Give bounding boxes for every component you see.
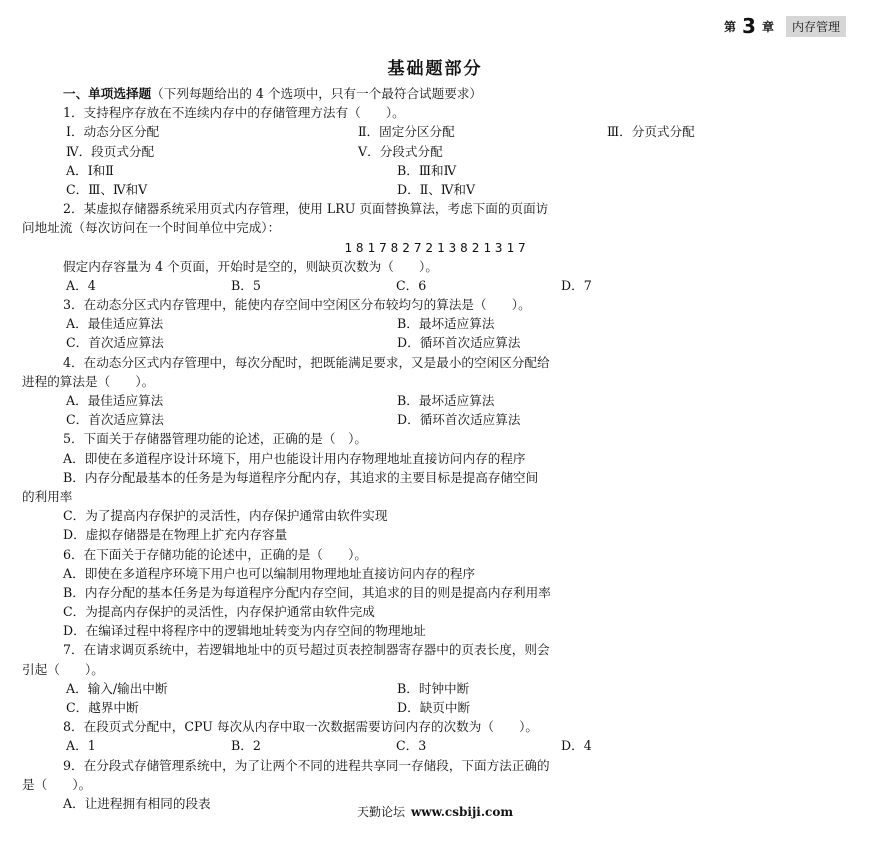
q1-options-row2	[22, 180, 852, 199]
q1-item: Ⅰ．动态分区分配	[66, 124, 160, 140]
q1-items-row2	[22, 142, 852, 161]
page-title: 基础题部分	[387, 59, 483, 79]
q2-options	[22, 276, 852, 295]
q4-option-d: D．循环首次适应算法	[397, 412, 521, 428]
chapter-header	[724, 14, 846, 38]
q5-option-b-1: B．内存分配最基本的任务是为每道程序分配内存，其追求的主要目标是提高存储空间	[63, 469, 539, 485]
q7-stem-2: 引起（ ）。	[22, 661, 104, 677]
q6-option-a: A．即使在多道程序环境下用户也可以编制用物理地址直接访问内存的程序	[63, 565, 476, 581]
q6-stem: 6．在下面关于存储功能的论述中，正确的是（ ）。	[63, 546, 367, 562]
chapter-prefix: 第	[724, 19, 737, 34]
q1-item: Ⅱ．固定分区分配	[358, 124, 455, 140]
q1-item: Ⅳ．段页式分配	[66, 143, 155, 159]
section-label: 一、单项选择题	[63, 86, 152, 101]
q7-options-row1	[22, 679, 852, 698]
q2-page-sequence: 1817827213821317	[344, 239, 530, 255]
q1-option-c: C．Ⅲ、Ⅳ和Ⅴ	[66, 181, 148, 197]
q3-option-c: C．首次适应算法	[66, 335, 164, 351]
q7-option-d: D．缺页中断	[397, 700, 471, 715]
q8-option-d: D．4	[561, 738, 592, 754]
section-instruction: （下列每题给出的 4 个选项中，只有一个最符合试题要求）	[151, 86, 483, 101]
q3-options-row2	[22, 333, 852, 352]
q4-options-row2	[22, 410, 852, 429]
q2-option-c: C．6	[396, 277, 427, 293]
q7-option-a: A．输入/输出中断	[66, 680, 168, 696]
q9-option-a: A．让进程拥有相同的段表	[63, 795, 211, 811]
q1-item: Ⅴ．分段式分配	[358, 143, 443, 159]
page-footer	[0, 803, 870, 820]
q7-option-c: C．越界中断	[66, 700, 139, 715]
q4-option-a: A．最佳适应算法	[66, 393, 164, 408]
q1-option-a: A．Ⅰ和Ⅱ	[66, 162, 114, 178]
q5-stem: 5．下面关于存储器管理功能的论述，正确的是（ ）。	[63, 431, 367, 447]
q3-options-row1	[22, 314, 852, 333]
q3-stem: 3．在动态分区式内存管理中，能使内存空间中空闲区分布较均匀的算法是（ ）。	[63, 297, 531, 313]
q6-option-d: D．在编译过程中将程序中的逻辑地址转变为内存空间的物理地址	[63, 623, 426, 639]
q4-stem-2: 进程的算法是（ ）。	[22, 373, 155, 389]
q2-stem-2: 问地址流（每次访问在一个时间单位中完成）：	[22, 220, 281, 236]
q6-option-b: B．内存分配的基本任务是为每道程序分配内存空间，其追求的目的则是提高内存利用率	[63, 584, 551, 600]
q2-stem-3: 假定内存容量为 4 个页面，开始时是空的，则缺页次数为（ ）。	[63, 258, 438, 274]
q5-option-a: A．即使在多道程序设计环境下，用户也能设计用内存物理地址直接访问内存的程序	[63, 450, 526, 466]
q9-stem-2: 是（ ）。	[22, 776, 92, 792]
q4-option-c: C．首次适应算法	[66, 412, 164, 428]
q7-option-b: B．时钟中断	[397, 680, 470, 696]
q5-option-b-2: 的利用率	[22, 488, 73, 504]
q3-option-d: D．循环首次适应算法	[397, 335, 521, 351]
q9-stem-1: 9．在分段式存储管理系统中，为了让两个不同的进程共享同一存储段，下面方法正确的	[63, 757, 550, 773]
section-heading	[22, 84, 852, 103]
q8-stem: 8．在段页式分配中，CPU 每次从内存中取一次数据需要访问内存的次数为（ ）。	[63, 719, 538, 735]
q4-stem-1: 4．在动态分区式内存管理中，每次分配时，把既能满足要求，又是最小的空闲区分配给	[63, 354, 550, 370]
q1-stem: 1．支持程序存放在不连续内存中的存储管理方法有（ ）。	[63, 105, 405, 121]
q1-option-d: D．Ⅱ、Ⅳ和Ⅴ	[397, 181, 476, 197]
q5-option-d: D．虚拟存储器是在物理上扩充内存容量	[63, 527, 288, 543]
q4-options-row1	[22, 391, 852, 410]
q3-option-a: A．最佳适应算法	[66, 316, 164, 332]
q5-option-c: C．为了提高内存保护的灵活性，内存保护通常由软件实现	[63, 508, 388, 524]
footer-site: 天勤论坛	[356, 805, 405, 819]
q8-option-a: A．1	[66, 738, 96, 754]
footer-url: www.csbiji.com	[410, 805, 514, 819]
q2-option-d: D．7	[561, 277, 592, 293]
q1-item: Ⅲ．分页式分配	[607, 124, 695, 140]
q4-option-b: B．最坏适应算法	[397, 393, 495, 408]
chapter-suffix: 章	[761, 19, 774, 34]
q2-option-b: B．5	[231, 277, 261, 293]
q2-stem-1: 2．某虚拟存储器系统采用页式内存管理，使用 LRU 页面替换算法，考虑下面的页面访	[63, 201, 549, 217]
q7-stem-1: 7．在请求调页系统中，若逻辑地址中的页号超过页表控制器寄存器中的页表长度，则会	[63, 642, 550, 658]
q7-options-row2	[22, 698, 852, 717]
q1-options-row1	[22, 161, 852, 180]
q8-option-c: C．3	[396, 738, 427, 754]
q6-option-c: C．为提高内存保护的灵活性，内存保护通常由软件完成	[63, 604, 375, 620]
q3-option-b: B．最坏适应算法	[397, 316, 495, 332]
chapter-title: 内存管理	[786, 16, 846, 37]
q1-option-b: B．Ⅲ和Ⅳ	[397, 162, 457, 178]
q8-options	[22, 736, 852, 755]
q2-option-a: A．4	[66, 277, 96, 293]
q8-option-b: B．2	[231, 738, 261, 754]
q1-items-row1	[22, 122, 852, 141]
chapter-number: 3	[742, 14, 756, 38]
question-list	[22, 84, 852, 813]
